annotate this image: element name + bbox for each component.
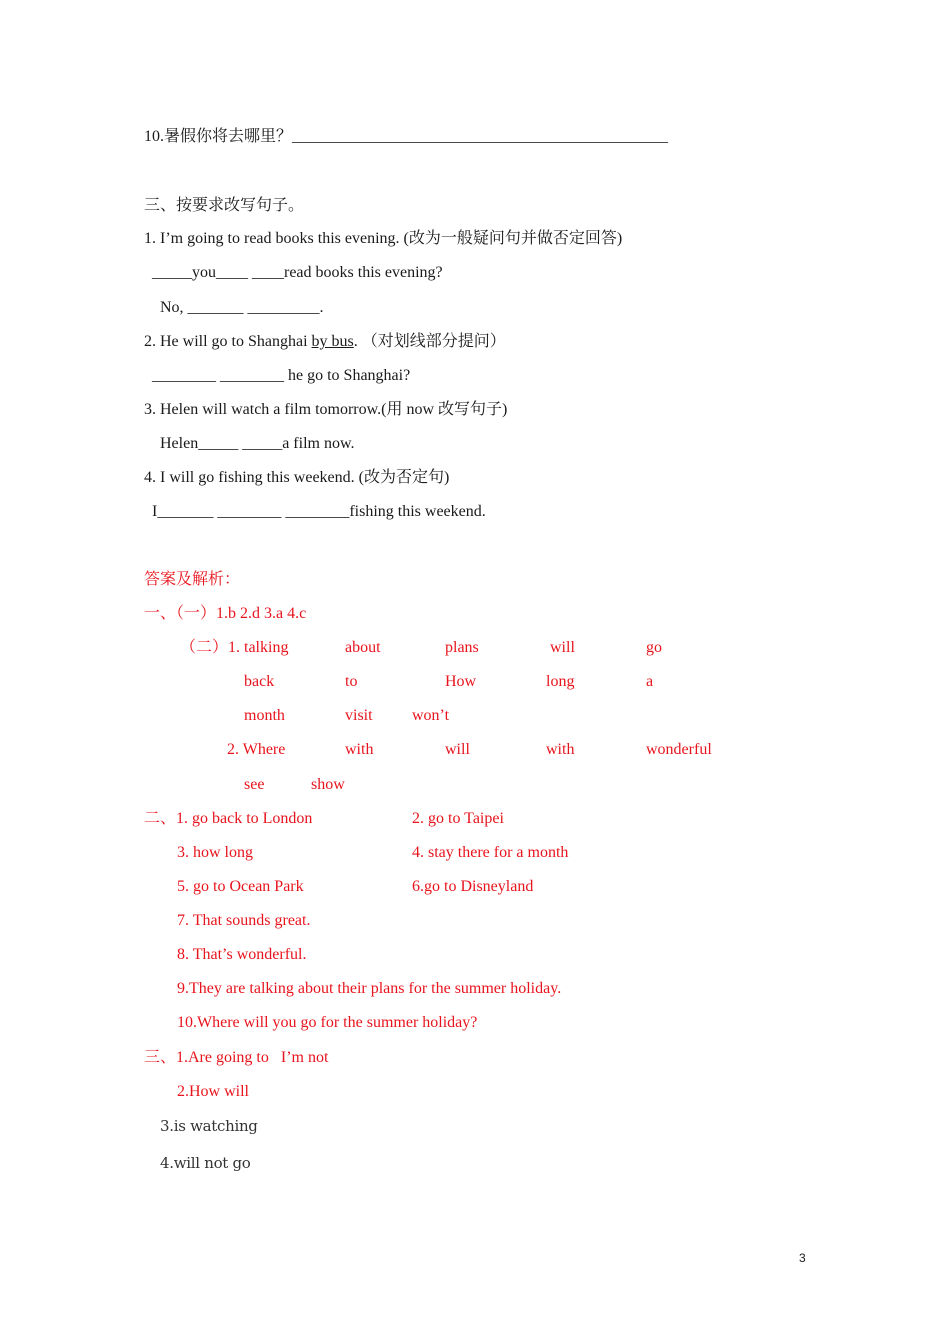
s3-q1-line1: _____you____ ____read books this evening? [152, 264, 443, 281]
s3-q3-line1: Helen_____ _____a film now. [160, 435, 355, 452]
s3-q3-prompt: 3. Helen will watch a film tomorrow.(用 now 改写句子) [144, 401, 508, 418]
s3-q4-line1: I_______ ________ ________fishing this weekend. [152, 503, 486, 520]
s3-q2-underlined: by bus [311, 333, 354, 350]
page-number: 3 [799, 1251, 806, 1265]
s3-q4-prompt: 4. I will go fishing this weekend. (改为否定句) [144, 469, 450, 486]
answers-part2-a6: 6.go to Disneyland [412, 878, 534, 895]
s3-q1-line2: No, _______ _________. [160, 299, 324, 316]
answers-part2-a1: 二、1. go back to London [144, 810, 313, 827]
answer-word: will [550, 639, 575, 656]
answers-part2-a4: 4. stay there for a month [412, 844, 569, 861]
answers-part1a: 一、（一）1.b 2.d 3.a 4.c [144, 605, 307, 622]
answer-word: go [646, 639, 662, 656]
s3-q2-line1: ________ ________ he go to Shanghai? [152, 367, 411, 384]
answers-part3-a3: 3.is watching [160, 1117, 258, 1135]
answers-part2-a7: 7. That sounds great. [177, 912, 311, 929]
answers-part2-a8: 8. That’s wonderful. [177, 946, 307, 963]
answers-part2-a10: 10.Where will you go for the summer holiday? [177, 1014, 478, 1031]
answer-word: will [445, 741, 470, 758]
answer-word: long [546, 673, 575, 690]
section-3-heading: 三、按要求改写句子。 [144, 197, 305, 214]
answer-word: plans [445, 639, 479, 656]
answers-part3-a2: 2.How will [177, 1083, 249, 1100]
answer-word: a [646, 673, 654, 690]
answer-word: with [345, 741, 374, 758]
answers-heading: 答案及解析： [144, 571, 241, 588]
question-10 [144, 127, 668, 147]
answer-word: wonderful [646, 741, 712, 758]
answers-part3-a1: 三、1.Are going to I’m not [144, 1049, 329, 1066]
answer-word: won’t [412, 707, 450, 724]
answers-part2-a3: 3. how long [177, 844, 253, 861]
question-10-blank: _______________________________________________ [292, 128, 669, 145]
answer-word: back [244, 673, 275, 690]
s3-q2-pre: 2. He will go to Shanghai [144, 333, 312, 350]
answer-word: How [445, 673, 477, 690]
s3-q1-prompt: 1. I’m going to read books this evening. (改为一般疑问句并做否定回答) [144, 230, 623, 247]
answer-word: to [345, 673, 358, 690]
s3-q2-post: . （对划线部分提问） [353, 333, 506, 350]
answers-part2-a2: 2. go to Taipei [412, 810, 504, 827]
s3-q2-prompt [144, 332, 506, 352]
answers-part2-a9: 9.They are talking about their plans for the summer holiday. [177, 980, 562, 997]
answer-word: month [244, 707, 285, 724]
answers-part2-a5: 5. go to Ocean Park [177, 878, 304, 895]
answer-word: with [546, 741, 575, 758]
answer-word: show [311, 776, 345, 793]
question-10-text: 10.暑假你将去哪里？ [144, 128, 293, 145]
answers-part1b-row4-prefix: 2. Where [227, 741, 286, 758]
answers-part3-a4: 4.will not go [160, 1154, 251, 1172]
answer-word: about [345, 639, 381, 656]
answer-word: see [244, 776, 265, 793]
answers-part1b-prefix: （二）1. talking [180, 639, 289, 656]
answer-word: visit [345, 707, 373, 724]
